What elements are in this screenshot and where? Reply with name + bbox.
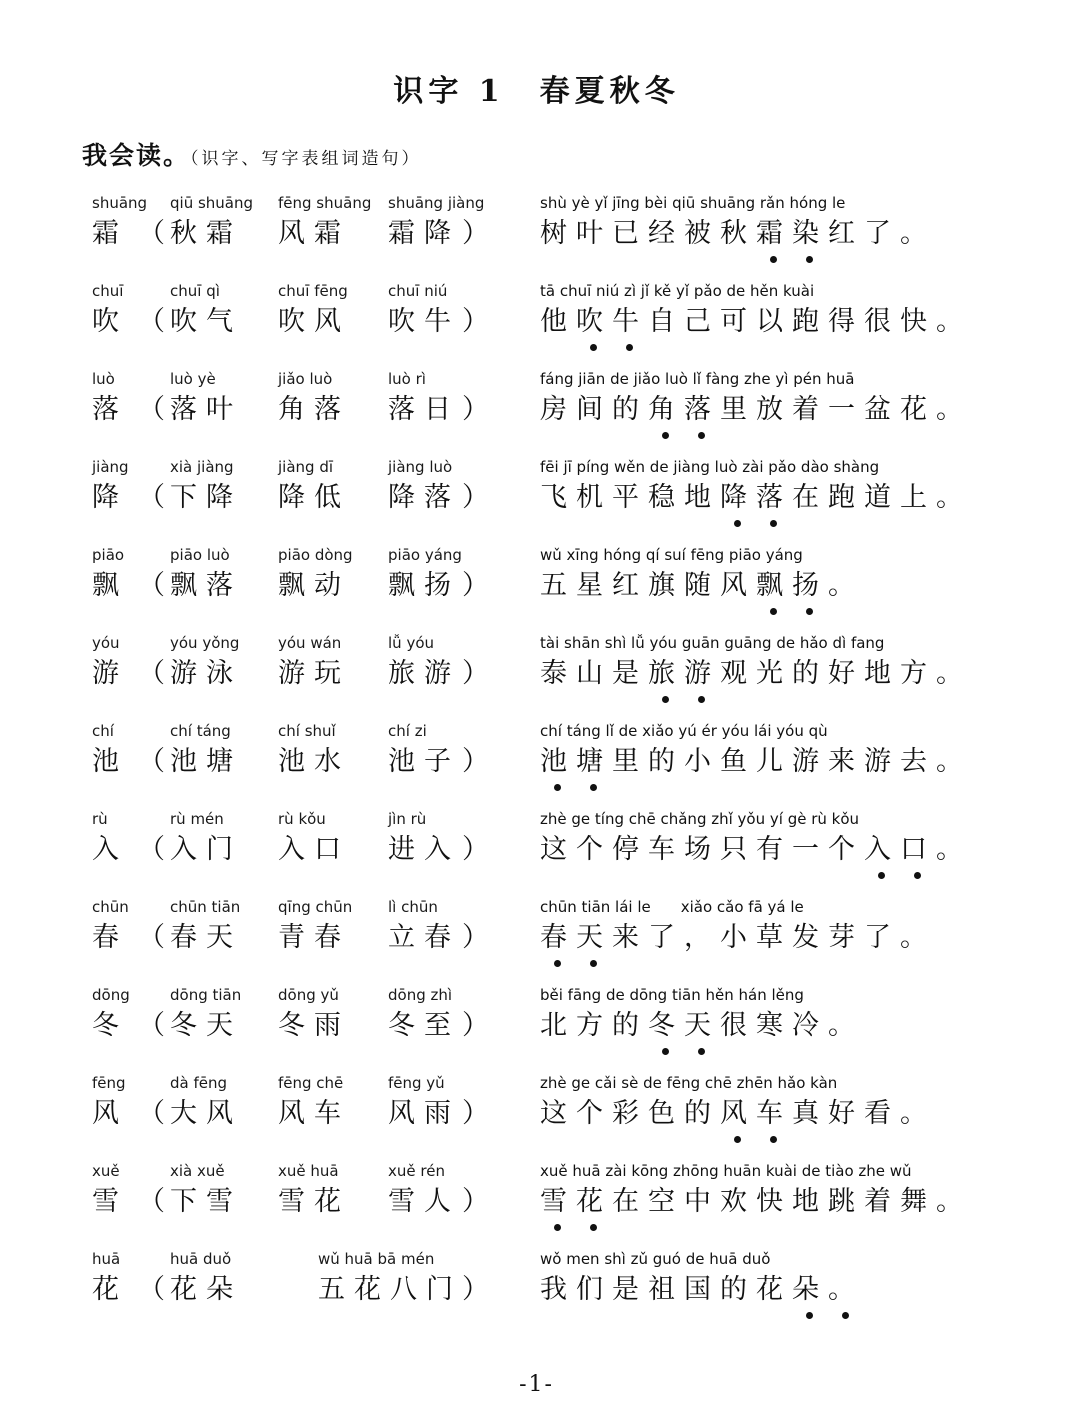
head-character [92,896,129,958]
entry-row [0,808,1073,888]
compound-pinyin: lì chūn [388,898,438,916]
emphasis-dot [770,520,777,527]
compound-pinyin: qiū shuāng [170,194,254,212]
sentence-pinyin: tā chuī niú zì jǐ kě yǐ pǎo de hěn kuài [540,282,815,300]
entry-row [0,1160,1073,1240]
compound-pinyin: piāo dòng [278,546,353,564]
compound-pinyin: qīng chūn [278,898,353,916]
compound-word [388,1072,460,1134]
compound-pinyin: chí shuǐ [278,722,336,740]
compound-pinyin: luò rì [388,370,426,388]
compound-hanzi: 池子 [388,746,460,777]
emphasis-dot [554,960,561,967]
emphasis-dot [770,256,777,263]
compound-pinyin: jìn rù [388,810,427,828]
compound-word [278,368,350,430]
sentence-pinyin: xuě huā zài kōng zhōng huān kuài de tiào zhe wǔ [540,1162,912,1180]
compound-hanzi: 冬天 [170,1010,242,1041]
compound-word [170,720,242,782]
compound-pinyin: huā duǒ [170,1250,232,1268]
paren-close: ） [462,1274,489,1305]
entry-row [0,1248,1073,1328]
compound-hanzi: 吹牛 [388,306,460,337]
compound-word [278,280,350,342]
compound-word [278,544,353,606]
section-heading [82,136,422,172]
head-hanzi: 吹 [92,306,128,337]
compound-word [278,1160,350,1222]
compound-hanzi: 雪人 [388,1186,460,1217]
emphasis-dot [842,1312,849,1319]
compound-hanzi: 青春 [278,922,350,953]
compound-pinyin: wǔ huā bā mén [318,1250,435,1268]
emphasis-dot [770,1136,777,1143]
compound-pinyin: fēng shuāng [278,194,372,212]
emphasis-dot [590,1224,597,1231]
compound-word [388,984,460,1046]
entry-row [0,456,1073,536]
head-hanzi: 降 [92,482,128,513]
paren-open: （ [138,218,165,249]
example-sentence: 春天来了，小草发芽了。 [540,922,936,953]
emphasis-dot [662,432,669,439]
compound-hanzi: 降落 [388,482,460,513]
compound-hanzi: 入口 [278,834,350,865]
paren-open: （ [138,306,165,337]
compound-hanzi: 雪花 [278,1186,350,1217]
example-sentence: 这个彩色的风车真好看。 [540,1098,936,1129]
head-hanzi: 花 [92,1274,128,1305]
compound-hanzi: 霜降 [388,218,460,249]
compound-word [170,280,242,342]
compound-hanzi: 池水 [278,746,350,777]
emphasis-dot [590,960,597,967]
compound-word [170,1248,242,1310]
compound-pinyin: chuī niú [388,282,448,300]
compound-pinyin: rù mén [170,810,224,828]
head-hanzi: 落 [92,394,128,425]
compound-hanzi: 秋霜 [170,218,242,249]
compound-word [318,1248,462,1310]
example-sentence: 飞机平稳地降落在跑道上。 [540,482,972,513]
example-sentence: 房间的角落里放着一盆花。 [540,394,972,425]
compound-hanzi: 游泳 [170,658,242,689]
compound-word [170,456,242,518]
compound-word [388,456,460,518]
compound-hanzi: 风雨 [388,1098,460,1129]
compound-pinyin: fēng chē [278,1074,344,1092]
compound-word [170,1072,242,1134]
compound-hanzi: 下降 [170,482,242,513]
compound-hanzi: 立春 [388,922,460,953]
compound-pinyin: rù kǒu [278,810,326,828]
compound-hanzi: 入门 [170,834,242,865]
paren-open: （ [138,394,165,425]
emphasis-dot [878,872,885,879]
page-title: 识字 1 春夏秋冬 [393,74,680,109]
head-pinyin: shuāng [92,194,148,212]
head-pinyin: yóu [92,634,120,652]
paren-open: （ [138,1186,165,1217]
compound-hanzi: 游玩 [278,658,350,689]
example-sentence: 我们是祖国的花朵。 [540,1274,864,1305]
paren-close: ） [462,1010,489,1041]
compound-hanzi: 冬至 [388,1010,460,1041]
compound-hanzi: 花朵 [170,1274,242,1305]
compound-word [170,896,242,958]
sentence-pinyin: chí táng lǐ de xiǎo yú ér yóu lái yóu qù [540,722,828,740]
compound-pinyin: dōng yǔ [278,986,339,1004]
paren-close: ） [462,570,489,601]
compound-hanzi: 进入 [388,834,460,865]
entry-row [0,984,1073,1064]
compound-word [388,808,460,870]
example-sentence: 雪花在空中欢快地跳着舞。 [540,1186,972,1217]
compound-pinyin: shuāng jiàng [388,194,485,212]
head-pinyin: xuě [92,1162,120,1180]
emphasis-dot [590,344,597,351]
compound-pinyin: luò yè [170,370,216,388]
example-sentence: 北方的冬天很寒冷。 [540,1010,864,1041]
head-hanzi: 春 [92,922,128,953]
paren-open: （ [138,1010,165,1041]
emphasis-dot [662,1048,669,1055]
compound-pinyin: chí táng [170,722,231,740]
compound-word [388,720,460,782]
paren-open: （ [138,482,165,513]
compound-hanzi: 落叶 [170,394,242,425]
compound-word [170,192,253,254]
compound-pinyin: jiǎo luò [278,370,333,388]
head-character [92,808,128,870]
compound-pinyin: jiàng dī [278,458,334,476]
head-character [92,368,128,430]
paren-close: ） [462,306,489,337]
compound-hanzi: 池塘 [170,746,242,777]
compound-pinyin: lǚ yóu [388,634,435,652]
compound-hanzi: 吹风 [278,306,350,337]
compound-hanzi: 降低 [278,482,350,513]
emphasis-dot [590,784,597,791]
compound-pinyin: fēng yǔ [388,1074,445,1092]
paren-open: （ [138,658,165,689]
example-sentence: 这个停车场只有一个入口。 [540,834,972,865]
head-pinyin: fēng [92,1074,126,1092]
paren-close: ） [462,1098,489,1129]
sentence-pinyin: běi fāng de dōng tiān hěn hán lěng [540,986,804,1004]
compound-pinyin: xià jiàng [170,458,234,476]
compound-pinyin: chūn tiān [170,898,241,916]
paren-close: ） [462,218,489,249]
head-hanzi: 风 [92,1098,128,1129]
paren-close: ） [462,922,489,953]
emphasis-dot [626,344,633,351]
compound-pinyin: xuě rén [388,1162,445,1180]
compound-word [278,808,350,870]
compound-word [170,632,242,694]
sentence-pinyin: wǒ men shì zǔ guó de huā duǒ [540,1250,771,1268]
compound-hanzi: 吹气 [170,306,242,337]
compound-word [278,720,350,782]
sentence-pinyin: chūn tiān lái le xiǎo cǎo fā yá le [540,898,804,916]
emphasis-dot [914,872,921,879]
paren-open: （ [138,570,165,601]
compound-word [278,984,350,1046]
head-pinyin: chūn [92,898,129,916]
paren-close: ） [462,394,489,425]
entry-row [0,544,1073,624]
head-pinyin: chí [92,722,114,740]
head-character [92,1248,128,1310]
compound-pinyin: dōng tiān [170,986,242,1004]
compound-word [170,368,242,430]
head-character [92,1072,128,1134]
compound-hanzi: 飘扬 [388,570,460,601]
sentence-pinyin: fáng jiān de jiǎo luò lǐ fàng zhe yì pén huā [540,370,855,388]
heading-label: 我会读。 [82,141,191,170]
emphasis-dot [734,1136,741,1143]
compound-hanzi: 旅游 [388,658,460,689]
emphasis-dot [698,696,705,703]
entry-row [0,632,1073,712]
head-pinyin: jiàng [92,458,129,476]
emphasis-dot [698,432,705,439]
compound-word [170,808,242,870]
head-hanzi: 冬 [92,1010,128,1041]
compound-hanzi: 冬雨 [278,1010,350,1041]
paren-close: ） [462,834,489,865]
sentence-pinyin: zhè ge cǎi sè de fēng chē zhēn hǎo kàn [540,1074,838,1092]
compound-pinyin: chí zi [388,722,427,740]
heading-note: （识字、写字表组词造句） [190,149,422,169]
head-pinyin: huā [92,1250,121,1268]
compound-word [170,1160,242,1222]
compound-word [170,544,242,606]
compound-word [170,984,242,1046]
entry-row [0,368,1073,448]
entry-row [0,192,1073,272]
paren-close: ） [462,1186,489,1217]
sentence-pinyin: shù yè yǐ jīng bèi qiū shuāng rǎn hóng le [540,194,846,212]
head-hanzi: 入 [92,834,128,865]
paren-close: ） [462,658,489,689]
head-hanzi: 雪 [92,1186,128,1217]
entry-row [0,720,1073,800]
sentence-pinyin: wǔ xīng hóng qí suí fēng piāo yáng [540,546,803,564]
compound-hanzi: 飘动 [278,570,350,601]
head-character [92,984,130,1046]
compound-word [388,1160,460,1222]
head-hanzi: 池 [92,746,128,777]
paren-open: （ [138,834,165,865]
entry-row [0,896,1073,976]
head-pinyin: rù [92,810,108,828]
compound-pinyin: piāo luò [170,546,230,564]
entry-row [0,1072,1073,1152]
paren-open: （ [138,746,165,777]
head-character [92,632,128,694]
head-pinyin: piāo [92,546,125,564]
paren-open: （ [138,1098,165,1129]
emphasis-dot [554,784,561,791]
example-sentence: 泰山是旅游观光的好地方。 [540,658,972,689]
compound-word [278,896,352,958]
compound-pinyin: xià xuě [170,1162,225,1180]
emphasis-dot [806,608,813,615]
emphasis-dot [734,520,741,527]
sentence-pinyin: fēi jī píng wěn de jiàng luò zài pǎo dào shàng [540,458,880,476]
compound-hanzi: 风车 [278,1098,350,1129]
compound-word [278,632,350,694]
compound-pinyin: jiàng luò [388,458,453,476]
compound-word [278,1072,350,1134]
head-character [92,280,128,342]
head-character [92,1160,128,1222]
example-sentence: 树叶已经被秋霜染红了。 [540,218,936,249]
emphasis-dot [698,1048,705,1055]
paren-close: ） [462,746,489,777]
compound-hanzi: 飘落 [170,570,242,601]
compound-pinyin: yóu wán [278,634,342,652]
compound-pinyin: chuī qì [170,282,220,300]
compound-pinyin: yóu yǒng [170,634,240,652]
head-character [92,544,128,606]
compound-hanzi: 角落 [278,394,350,425]
compound-pinyin: dà fēng [170,1074,228,1092]
emphasis-dot [806,1312,813,1319]
compound-pinyin: xuě huā [278,1162,339,1180]
sentence-pinyin: tài shān shì lǚ yóu guān guāng de hǎo dì fang [540,634,885,652]
head-hanzi: 飘 [92,570,128,601]
compound-word [388,632,460,694]
head-hanzi: 游 [92,658,128,689]
paren-open: （ [138,922,165,953]
head-pinyin: dōng [92,986,130,1004]
compound-pinyin: dōng zhì [388,986,453,1004]
compound-hanzi: 春天 [170,922,242,953]
page-number: -1- [519,1372,554,1397]
compound-hanzi: 风霜 [278,218,350,249]
emphasis-dot [770,608,777,615]
paren-open: （ [138,1274,165,1305]
paren-close: ） [462,482,489,513]
example-sentence: 五星红旗随风飘扬。 [540,570,864,601]
compound-hanzi: 大风 [170,1098,242,1129]
head-pinyin: luò [92,370,115,388]
compound-hanzi: 五花八门 [318,1274,462,1305]
emphasis-dot [806,256,813,263]
emphasis-dot [554,1224,561,1231]
head-hanzi: 霜 [92,218,128,249]
head-character [92,720,128,782]
compound-word [278,192,371,254]
compound-pinyin: piāo yáng [388,546,462,564]
compound-word [388,280,460,342]
sentence-pinyin: zhè ge tíng chē chǎng zhǐ yǒu yí gè rù kǒu [540,810,860,828]
compound-word [388,544,462,606]
entry-row [0,280,1073,360]
head-character [92,456,129,518]
head-pinyin: chuī [92,282,124,300]
example-sentence: 池塘里的小鱼儿游来游去。 [540,746,972,777]
compound-hanzi: 下雪 [170,1186,242,1217]
compound-hanzi: 落日 [388,394,460,425]
compound-pinyin: chuī fēng [278,282,348,300]
compound-word [278,456,350,518]
compound-word [388,896,460,958]
emphasis-dot [662,696,669,703]
example-sentence: 他吹牛自己可以跑得很快。 [540,306,972,337]
compound-word [388,368,460,430]
